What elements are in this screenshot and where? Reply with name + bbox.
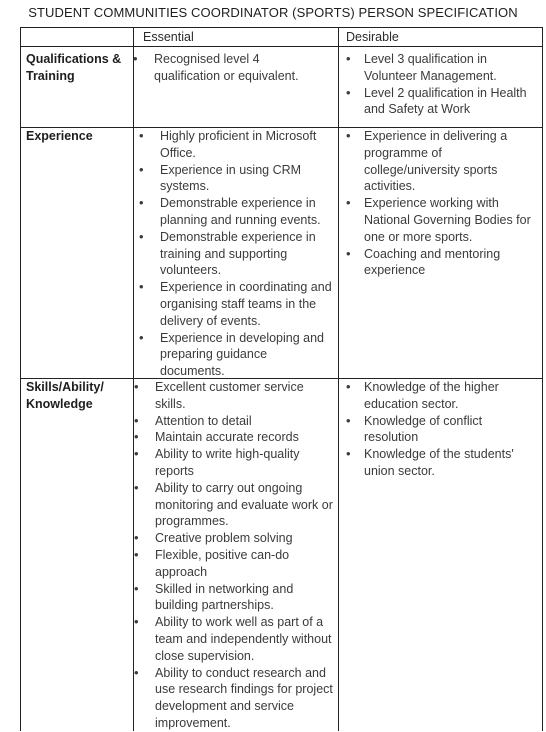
list-item: • Level 3 qualification in Volunteer Management.	[343, 51, 539, 85]
list-item: • Skilled in networking and building partnerships.	[134, 581, 336, 615]
list-item: • Attention to detail	[134, 413, 336, 430]
desirable-experience-list	[343, 128, 541, 279]
table-header-divider	[20, 46, 543, 47]
list-item: • Experience in developing and preparing guidance documents.	[134, 330, 334, 380]
row-label-skills: Skills/Ability/ Knowledge	[26, 380, 104, 411]
list-item: • Ability to work well as part of a team and independently without close supervision.	[134, 614, 336, 664]
column-header-essential: Essential	[143, 30, 194, 44]
list-item: • Demonstrable experience in planning and running events.	[134, 195, 334, 229]
desirable-qualifications-list	[343, 51, 539, 118]
list-item: • Knowledge of the higher education sector.	[343, 379, 537, 413]
list-item: • Flexible, positive can-do approach	[134, 547, 336, 581]
list-item: • Ability to carry out ongoing monitoring and evaluate work or programmes.	[134, 480, 336, 530]
essential-qualifications-list	[133, 51, 329, 85]
list-item: • Knowledge of the students' union sector.	[343, 446, 537, 480]
list-item: • Experience in delivering a programme of college/university sports activities.	[343, 128, 541, 195]
list-item: • Recognised level 4 qualification or equivalent.	[133, 51, 329, 85]
list-item: • Maintain accurate records	[134, 429, 336, 446]
list-item: • Ability to conduct research and use research findings for project development and service improvement.	[134, 665, 336, 732]
list-item: • Demonstrable experience in training and supporting volunteers.	[134, 229, 334, 279]
list-item: • Experience in coordinating and organising staff teams in the delivery of events.	[134, 279, 334, 329]
list-item: • Knowledge of conflict resolution	[343, 413, 537, 447]
table-divider-col2	[338, 27, 339, 731]
table-border-top	[20, 27, 543, 28]
list-item: • Experience working with National Governing Bodies for one or more sports.	[343, 195, 541, 245]
document-title: STUDENT COMMUNITIES COORDINATOR (SPORTS) PERSON SPECIFICATION	[28, 5, 518, 20]
list-item: • Creative problem solving	[134, 530, 336, 547]
list-item: • Ability to write high-quality reports	[134, 446, 336, 480]
list-item: • Level 2 qualification in Health and Safety at Work	[343, 85, 539, 119]
row-label-experience: Experience	[26, 129, 93, 143]
row-label-qualifications: Qualifications & Training	[26, 52, 122, 83]
essential-skills-list	[134, 379, 336, 732]
list-item: • Highly proficient in Microsoft Office.	[134, 128, 334, 162]
table-border-left	[20, 27, 21, 731]
desirable-skills-list	[343, 379, 537, 480]
essential-experience-list	[134, 128, 334, 380]
column-header-desirable: Desirable	[346, 30, 399, 44]
table-border-right	[542, 27, 543, 731]
list-item: • Experience in using CRM systems.	[134, 162, 334, 196]
list-item: • Excellent customer service skills.	[134, 379, 336, 413]
list-item: • Coaching and mentoring experience	[343, 246, 541, 280]
